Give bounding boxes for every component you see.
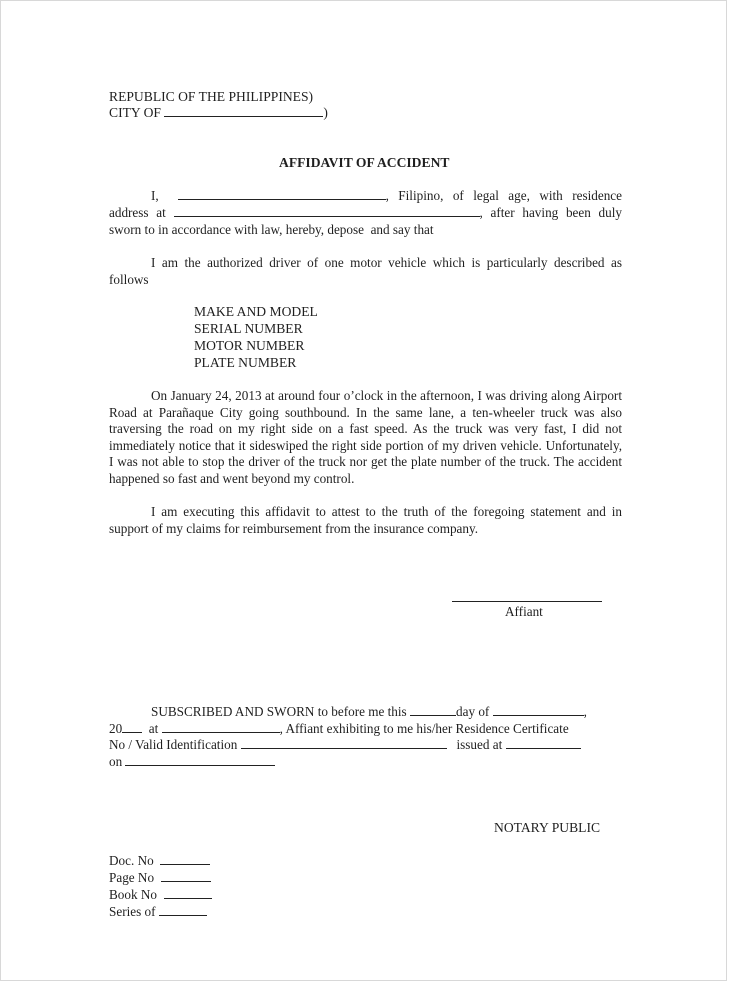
intro-line-3: sworn to in accordance with law, hereby, depose and say that xyxy=(109,222,434,237)
jurat-text-2b: at xyxy=(148,721,159,736)
city-heading xyxy=(109,105,328,121)
incident-paragraph: On January 24, 2013 at around four o’clock in the afternoon, I was driving along Airport Road at Parañaque City going southbound. In the same lane, a ten-wheeler truck was also traversing the road on my right side on a fast speed. As the truck was very fast, I did not immediately notice that it sideswiped the right side portion of my driven vehicle. Unfortunately, I was not able to stop the driver of the truck nor get the plate number of the truck. The accident happened so fast and went beyond my control. xyxy=(109,388,622,486)
jurat-text-1c: , xyxy=(583,704,587,719)
address-label: address at xyxy=(109,205,166,220)
intro-line-1 xyxy=(151,188,622,204)
year-blank xyxy=(122,721,142,733)
jurat-line-2 xyxy=(109,721,569,737)
affiant-label: Affiant xyxy=(505,604,543,619)
field-make-model: MAKE AND MODEL xyxy=(194,304,318,319)
doc-no-row xyxy=(109,853,210,869)
jurat-text-2a: 20 xyxy=(109,721,123,736)
field-serial-number: SERIAL NUMBER xyxy=(194,321,303,336)
series-of-label: Series of xyxy=(109,904,156,919)
id-blank xyxy=(241,737,447,749)
issued-on-blank xyxy=(125,754,275,766)
jurat-text-2c: , Affiant exhibiting to me his/her Residence Certificate xyxy=(279,721,569,736)
field-motor-number: MOTOR NUMBER xyxy=(194,338,305,353)
page-no-label: Page No xyxy=(109,870,155,885)
after-name-text: , Filipino, of legal age, with residence xyxy=(385,188,622,203)
jurat-line-3 xyxy=(109,737,581,753)
page-no-blank xyxy=(161,870,211,882)
document-title: AFFIDAVIT OF ACCIDENT xyxy=(279,155,450,170)
doc-no-blank xyxy=(160,853,210,865)
city-close: ) xyxy=(323,105,328,120)
i-label: I, xyxy=(151,188,159,203)
name-blank xyxy=(178,188,386,200)
month-blank xyxy=(493,704,584,716)
city-blank xyxy=(164,105,323,117)
republic-heading: REPUBLIC OF THE PHILIPPINES) xyxy=(109,89,314,104)
series-of-blank xyxy=(159,904,207,916)
jurat-text-3a: No / Valid Identification xyxy=(109,737,238,752)
field-plate-number: PLATE NUMBER xyxy=(194,355,297,370)
city-label: CITY OF xyxy=(109,105,161,120)
address-blank xyxy=(174,205,480,217)
page-no-row xyxy=(109,870,211,886)
after-address-text: , after having been duly xyxy=(479,205,623,220)
doc-no-label: Doc. No xyxy=(109,853,154,868)
jurat-text-4a: on xyxy=(109,754,123,769)
book-no-row xyxy=(109,887,212,903)
affiant-signature-line xyxy=(452,601,602,602)
book-no-label: Book No xyxy=(109,887,157,902)
day-blank xyxy=(410,704,456,716)
series-of-row xyxy=(109,904,207,920)
intro-line-2 xyxy=(109,205,622,221)
jurat-text-1a: SUBSCRIBED AND SWORN to before me this xyxy=(151,704,407,719)
jurat-line-4 xyxy=(109,754,275,770)
jurat-line-1 xyxy=(151,704,587,720)
issued-at-blank xyxy=(506,737,581,749)
place-blank xyxy=(162,721,280,733)
book-no-blank xyxy=(164,887,212,899)
driver-paragraph: I am the authorized driver of one motor vehicle which is particularly described as follows xyxy=(109,255,622,287)
jurat-text-1b: day of xyxy=(456,704,490,719)
notary-public-label: NOTARY PUBLIC xyxy=(494,820,601,835)
purpose-paragraph: I am executing this affidavit to attest to the truth of the foregoing statement and in support of my claims for reimbursement from the insurance company. xyxy=(109,504,622,536)
jurat-text-3b: issued at xyxy=(456,737,503,752)
